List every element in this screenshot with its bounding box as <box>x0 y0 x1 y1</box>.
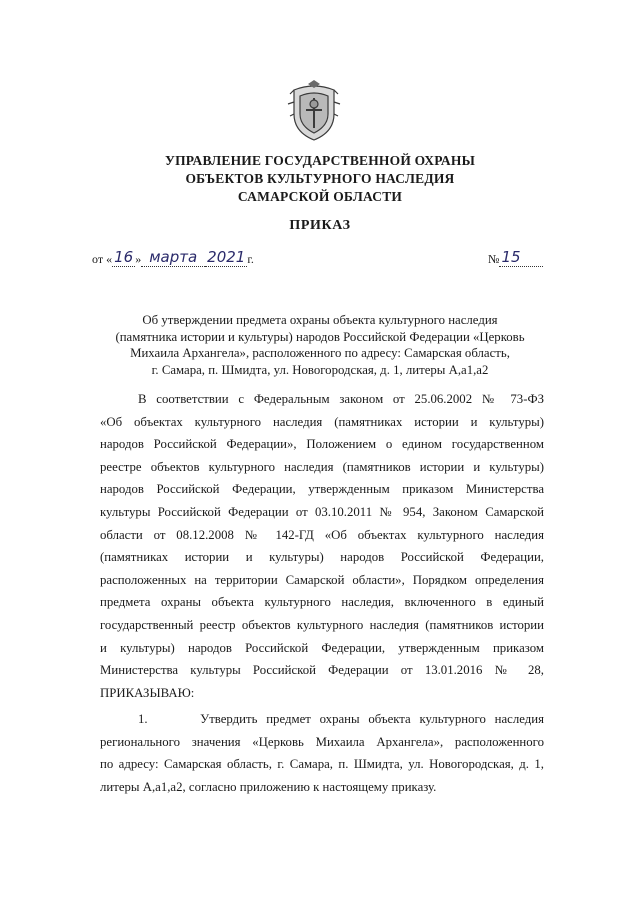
order-directive: ПРИКАЗЫВАЮ: <box>100 685 195 700</box>
date-year: 2021 <box>207 248 246 266</box>
item-line: регионального значения «Церковь Михаила Архангела», расположенного <box>100 734 544 749</box>
body-line: (памятниках истории и культуры) народов Российской Федерации, <box>100 550 544 565</box>
org-line: УПРАВЛЕНИЕ ГОСУДАРСТВЕННОЙ ОХРАНЫ <box>164 153 476 168</box>
order-date <box>92 248 254 267</box>
subject-line: Михаила Архангела», расположенного по адресу: Самарская область, <box>130 346 510 360</box>
org-line: ОБЪЕКТОВ КУЛЬТУРНОГО НАСЛЕДИЯ <box>185 171 455 186</box>
body-line: предмета охраны объекта культурного наследия, включенного в единый <box>100 595 544 610</box>
body-line: народов Российской Федерации, утвержденным приказом Министерства <box>100 482 544 497</box>
number-prefix: № <box>488 252 500 266</box>
date-suffix: г. <box>247 252 254 266</box>
item-line: по адресу: Самарская область, г. Самара, п. Шмидта, ул. Новогородская, д. 1, <box>100 757 544 772</box>
body-line: культуры Российской Федерации от 03.10.2011 № 954, Законом Самарской <box>100 504 544 519</box>
item-line: литеры А,а1,а2, согласно приложению к настоящему приказу. <box>100 779 437 794</box>
date-day: 16 <box>114 248 134 266</box>
date-separator: » <box>135 252 142 266</box>
date-prefix: от « <box>92 252 113 266</box>
body-line: народов Российской Федерации», Положением о едином государственном <box>100 437 544 452</box>
coat-of-arms-icon <box>286 80 342 142</box>
organization-name <box>120 152 520 206</box>
body-line: В соответствии с Федеральным законом от 25.06.2002 № 73-ФЗ <box>138 392 544 406</box>
body-line: области от 08.12.2008 № 142-ГД «Об объектах культурного наследия <box>100 527 544 542</box>
date-month: марта <box>141 248 205 267</box>
order-item-1 <box>100 708 544 798</box>
number-value: 15 <box>499 248 543 267</box>
order-subject <box>100 312 540 378</box>
body-line: реестре объектов культурного наследия (памятников истории и культуры) <box>100 459 544 474</box>
subject-line: г. Самара, п. Шмидта, ул. Новогородская, д. 1, литеры А,а1,а2 <box>151 362 489 377</box>
preamble-paragraph <box>100 388 544 704</box>
body-line: Министерства культуры Российской Федерации от 13.01.2016 № 28, <box>100 663 544 678</box>
document-type-title: ПРИКАЗ <box>289 218 351 233</box>
subject-line: Об утверждении предмета охраны объекта культурного наследия <box>142 313 498 327</box>
body-line: расположенных на территории Самарской области», Порядком определения <box>100 572 544 587</box>
org-line: САМАРСКОЙ ОБЛАСТИ <box>237 189 403 204</box>
subject-line: (памятника истории и культуры) народов Российской Федерации «Церковь <box>115 329 525 344</box>
body-line: «Об объектах культурного наследия (памятниках истории и культуры) <box>100 414 544 429</box>
item-line: 1. Утвердить предмет охраны объекта культурного наследия <box>138 712 544 726</box>
body-line: государственный реестр объектов культурного наследия (памятников истории <box>100 617 544 632</box>
body-line: и культуры) народов Российской Федерации, утвержденным приказом <box>100 640 544 655</box>
order-number <box>488 248 543 267</box>
